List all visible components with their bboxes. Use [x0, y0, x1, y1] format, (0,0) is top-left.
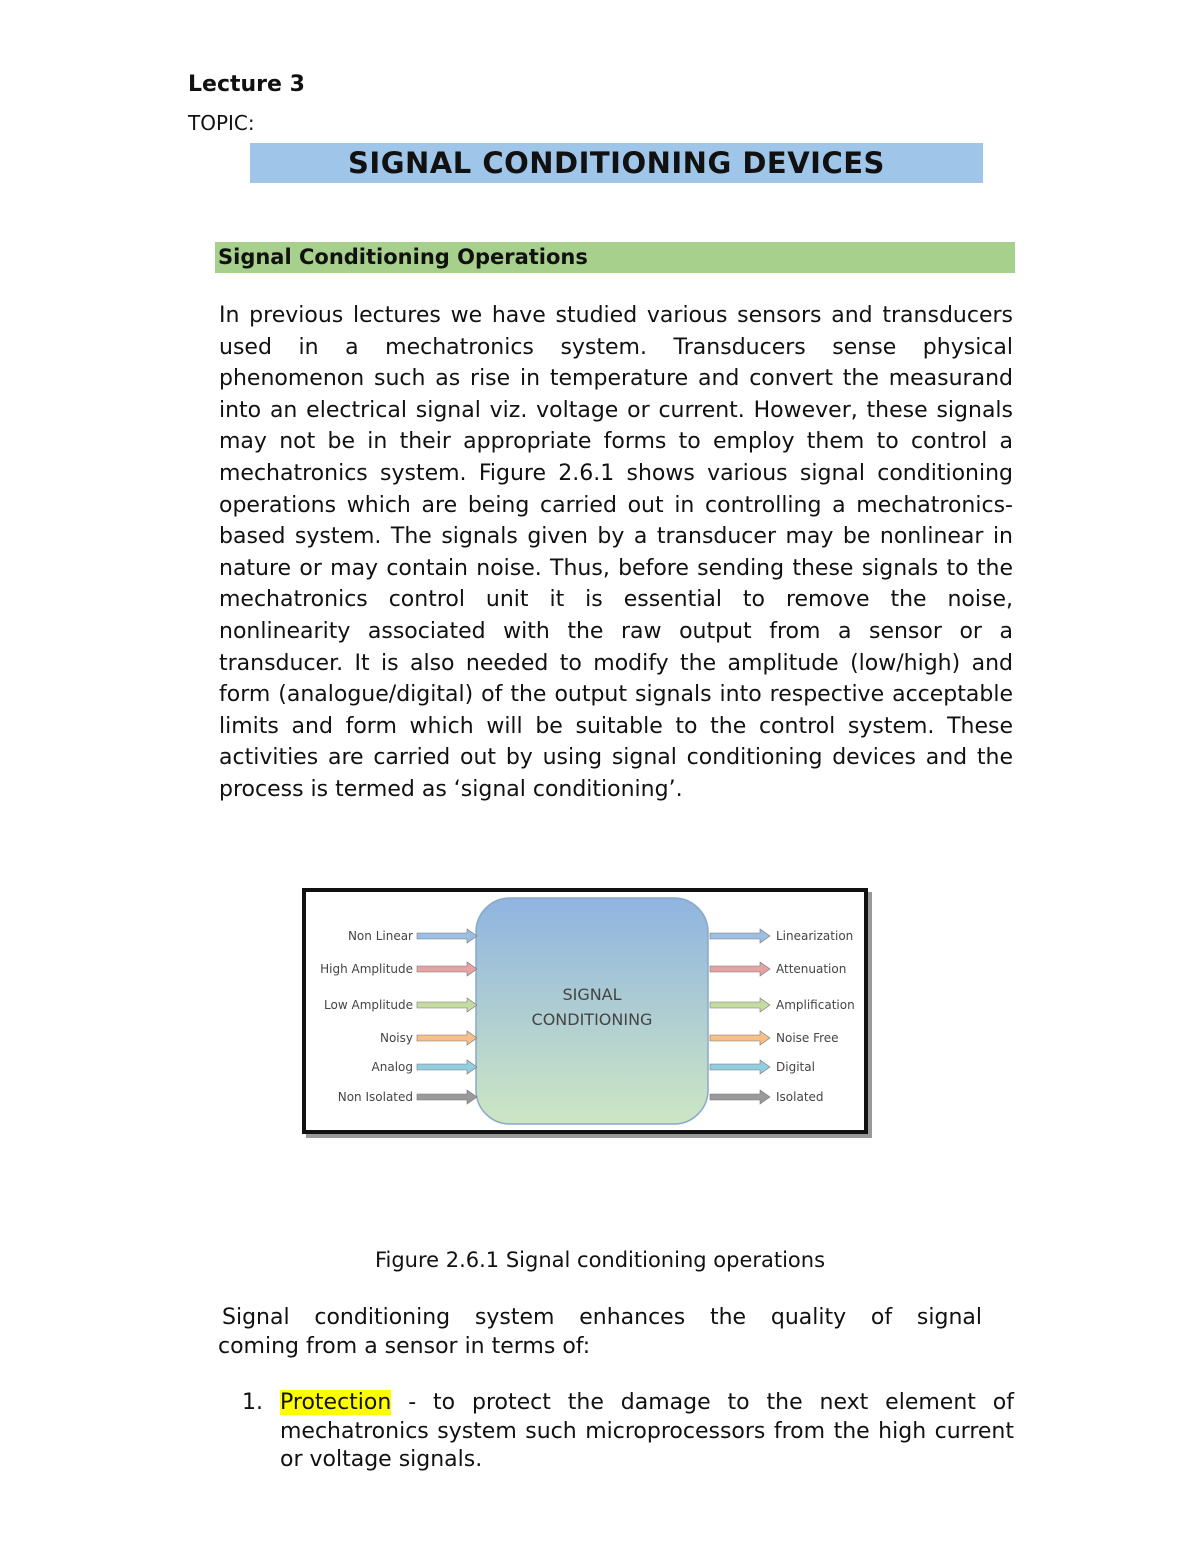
- input-arrow: [417, 1031, 477, 1045]
- quality-paragraph: [218, 1303, 982, 1361]
- lecture-number: Lecture 3: [188, 72, 305, 97]
- section-heading: Signal Conditioning Operations: [215, 242, 1015, 273]
- input-label: High Amplitude: [320, 962, 413, 976]
- output-arrow: [710, 929, 770, 943]
- intro-paragraph: In previous lectures we have studied various sensors and transducers used in a mechatronics system. Transducers sense physical phenomenon such as rise in temperature and convert the measurand into an electrical signal viz. voltage or current. However, these signals may not be in their appropriate forms to employ them to control a mechatronics system. Figure 2.6.1 shows various signal conditioning operations which are being carried out in controlling a mechatronics-based system. The signals given by a transducer may be nonlinear in nature or may contain noise. Thus, before sending these signals to the mechatronics control unit it is essential to remove the noise, nonlinearity associated with the raw output from a sensor or a transducer. It is also needed to modify the amplitude (low/high) and form (analogue/digital) of the output signals into respective acceptable limits and form which will be suitable to the control system. These activities are carried out by using signal conditioning devices and the process is termed as ‘signal conditioning’.: [219, 303, 1013, 802]
- output-label: Isolated: [776, 1090, 824, 1104]
- input-arrow: [417, 929, 477, 943]
- input-arrow: [417, 1060, 477, 1074]
- output-arrow: [710, 998, 770, 1012]
- output-label: Noise Free: [776, 1031, 839, 1045]
- center-label-2: CONDITIONING: [531, 1010, 653, 1029]
- output-arrow: [710, 1060, 770, 1074]
- output-arrow: [710, 962, 770, 976]
- output-label: Amplification: [776, 998, 855, 1012]
- output-label: Linearization: [776, 929, 854, 943]
- output-arrow: [710, 1031, 770, 1045]
- center-label-1: SIGNAL: [562, 985, 622, 1004]
- figure-diagram: [306, 892, 864, 1130]
- page-title: SIGNAL CONDITIONING DEVICES: [250, 143, 983, 183]
- input-label: Noisy: [379, 1031, 413, 1045]
- input-arrow: [417, 998, 477, 1012]
- list-item-highlight: Protection: [280, 1390, 392, 1415]
- input-label: Low Amplitude: [324, 998, 413, 1012]
- input-label: Analog: [371, 1060, 413, 1074]
- quality-line-2: coming from a sensor in terms of:: [218, 1334, 591, 1359]
- input-label: Non Linear: [347, 929, 413, 943]
- list-item: [242, 1389, 1014, 1475]
- output-arrow: [710, 1090, 770, 1104]
- list-item-text: - to protect the damage to the next element of mechatronics system such microprocessors from the high current or voltage signals.: [280, 1390, 1014, 1472]
- list-item-body: [280, 1389, 1014, 1475]
- figure-caption: Figure 2.6.1 Signal conditioning operations: [374, 1248, 826, 1272]
- input-label: Non Isolated: [337, 1090, 413, 1104]
- input-arrow: [417, 962, 477, 976]
- topic-label: TOPIC:: [188, 111, 255, 135]
- signal-conditioning-figure: [302, 888, 868, 1134]
- input-arrow: [417, 1090, 477, 1104]
- output-label: Digital: [776, 1060, 815, 1074]
- quality-line-1: Signal conditioning system enhances the quality of signal: [222, 1305, 982, 1330]
- output-label: Attenuation: [776, 962, 847, 976]
- list-item-number: 1.: [242, 1390, 263, 1415]
- enhancement-list: [242, 1389, 1014, 1475]
